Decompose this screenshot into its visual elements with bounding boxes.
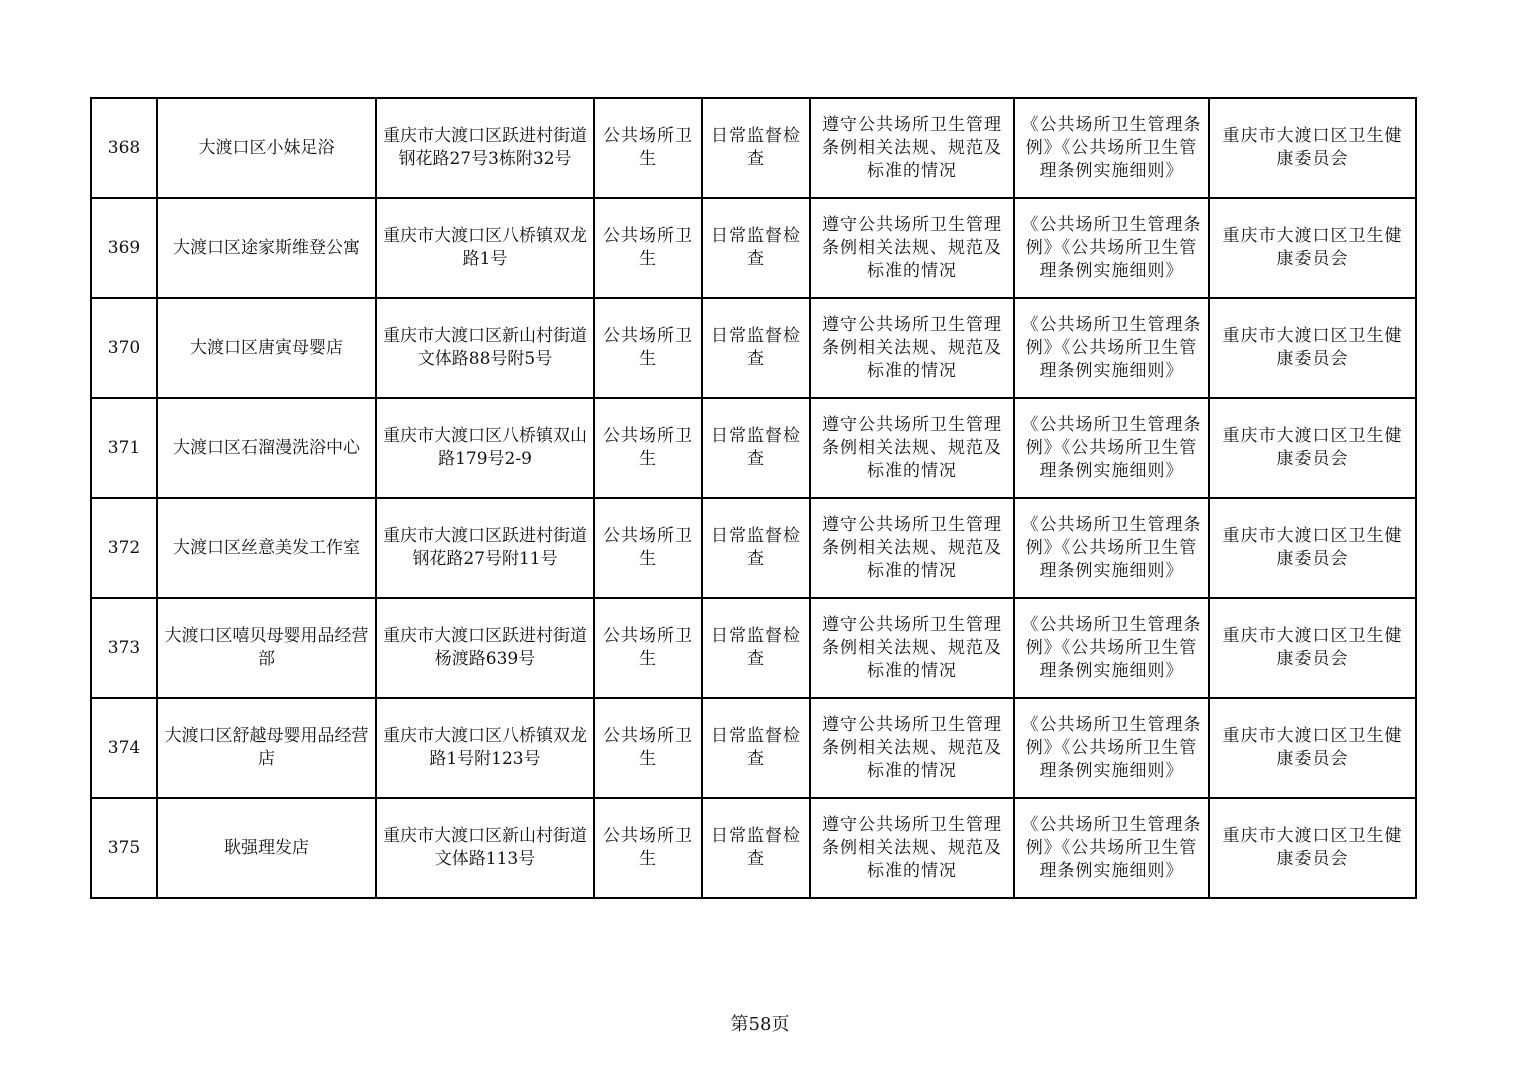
table-row [91, 598, 1416, 698]
record-check-type: 日常监督检查 [702, 798, 810, 898]
record-organ: 重庆市大渡口区卫生健康委员会 [1209, 398, 1416, 498]
records-body [91, 98, 1416, 898]
record-seq: 373 [91, 598, 157, 698]
record-check-type: 日常监督检查 [702, 98, 810, 198]
record-address: 重庆市大渡口区八桥镇双山路179号2-9 [376, 398, 594, 498]
table-row [91, 298, 1416, 398]
record-seq: 375 [91, 798, 157, 898]
table-row [91, 398, 1416, 498]
record-check-type: 日常监督检查 [702, 498, 810, 598]
record-seq: 374 [91, 698, 157, 798]
record-name: 大渡口区途家斯维登公寓 [157, 198, 376, 298]
record-seq: 372 [91, 498, 157, 598]
record-basis: 《公共场所卫生管理条例》《公共场所卫生管理条例实施细则》 [1014, 498, 1209, 598]
inspection-records-table [90, 97, 1417, 899]
table-row [91, 98, 1416, 198]
record-category: 公共场所卫生 [594, 798, 702, 898]
record-category: 公共场所卫生 [594, 198, 702, 298]
record-basis: 《公共场所卫生管理条例》《公共场所卫生管理条例实施细则》 [1014, 598, 1209, 698]
record-organ: 重庆市大渡口区卫生健康委员会 [1209, 198, 1416, 298]
record-category: 公共场所卫生 [594, 598, 702, 698]
record-check-type: 日常监督检查 [702, 398, 810, 498]
record-organ: 重庆市大渡口区卫生健康委员会 [1209, 98, 1416, 198]
record-check-type: 日常监督检查 [702, 598, 810, 698]
record-category: 公共场所卫生 [594, 398, 702, 498]
record-basis: 《公共场所卫生管理条例》《公共场所卫生管理条例实施细则》 [1014, 698, 1209, 798]
table-row [91, 198, 1416, 298]
record-content: 遵守公共场所卫生管理条例相关法规、规范及标准的情况 [810, 698, 1014, 798]
record-content: 遵守公共场所卫生管理条例相关法规、规范及标准的情况 [810, 98, 1014, 198]
record-category: 公共场所卫生 [594, 498, 702, 598]
table-row [91, 698, 1416, 798]
record-organ: 重庆市大渡口区卫生健康委员会 [1209, 698, 1416, 798]
record-organ: 重庆市大渡口区卫生健康委员会 [1209, 298, 1416, 398]
table-row [91, 498, 1416, 598]
page-number: 第58页 [730, 1014, 790, 1035]
record-address: 重庆市大渡口区跃进村街道钢花路27号3栋附32号 [376, 98, 594, 198]
record-name: 耿强理发店 [157, 798, 376, 898]
record-content: 遵守公共场所卫生管理条例相关法规、规范及标准的情况 [810, 298, 1014, 398]
record-basis: 《公共场所卫生管理条例》《公共场所卫生管理条例实施细则》 [1014, 298, 1209, 398]
record-check-type: 日常监督检查 [702, 198, 810, 298]
record-basis: 《公共场所卫生管理条例》《公共场所卫生管理条例实施细则》 [1014, 398, 1209, 498]
record-name: 大渡口区石溜漫洗浴中心 [157, 398, 376, 498]
record-check-type: 日常监督检查 [702, 698, 810, 798]
record-address: 重庆市大渡口区跃进村街道杨渡路639号 [376, 598, 594, 698]
table-row [91, 798, 1416, 898]
record-content: 遵守公共场所卫生管理条例相关法规、规范及标准的情况 [810, 198, 1014, 298]
record-category: 公共场所卫生 [594, 298, 702, 398]
record-address: 重庆市大渡口区新山村街道文体路88号附5号 [376, 298, 594, 398]
record-address: 重庆市大渡口区八桥镇双龙路1号 [376, 198, 594, 298]
record-content: 遵守公共场所卫生管理条例相关法规、规范及标准的情况 [810, 498, 1014, 598]
record-basis: 《公共场所卫生管理条例》《公共场所卫生管理条例实施细则》 [1014, 798, 1209, 898]
record-seq: 369 [91, 198, 157, 298]
record-basis: 《公共场所卫生管理条例》《公共场所卫生管理条例实施细则》 [1014, 98, 1209, 198]
record-check-type: 日常监督检查 [702, 298, 810, 398]
record-basis: 《公共场所卫生管理条例》《公共场所卫生管理条例实施细则》 [1014, 198, 1209, 298]
record-seq: 371 [91, 398, 157, 498]
record-seq: 370 [91, 298, 157, 398]
record-name: 大渡口区小妹足浴 [157, 98, 376, 198]
record-category: 公共场所卫生 [594, 698, 702, 798]
record-organ: 重庆市大渡口区卫生健康委员会 [1209, 498, 1416, 598]
record-content: 遵守公共场所卫生管理条例相关法规、规范及标准的情况 [810, 398, 1014, 498]
record-organ: 重庆市大渡口区卫生健康委员会 [1209, 798, 1416, 898]
record-name: 大渡口区唐寅母婴店 [157, 298, 376, 398]
record-organ: 重庆市大渡口区卫生健康委员会 [1209, 598, 1416, 698]
record-address: 重庆市大渡口区八桥镇双龙路1号附123号 [376, 698, 594, 798]
record-name: 大渡口区舒越母婴用品经营店 [157, 698, 376, 798]
record-category: 公共场所卫生 [594, 98, 702, 198]
record-seq: 368 [91, 98, 157, 198]
record-content: 遵守公共场所卫生管理条例相关法规、规范及标准的情况 [810, 798, 1014, 898]
record-name: 大渡口区嘻贝母婴用品经营部 [157, 598, 376, 698]
record-address: 重庆市大渡口区跃进村街道钢花路27号附11号 [376, 498, 594, 598]
record-name: 大渡口区丝意美发工作室 [157, 498, 376, 598]
record-address: 重庆市大渡口区新山村街道文体路113号 [376, 798, 594, 898]
record-content: 遵守公共场所卫生管理条例相关法规、规范及标准的情况 [810, 598, 1014, 698]
